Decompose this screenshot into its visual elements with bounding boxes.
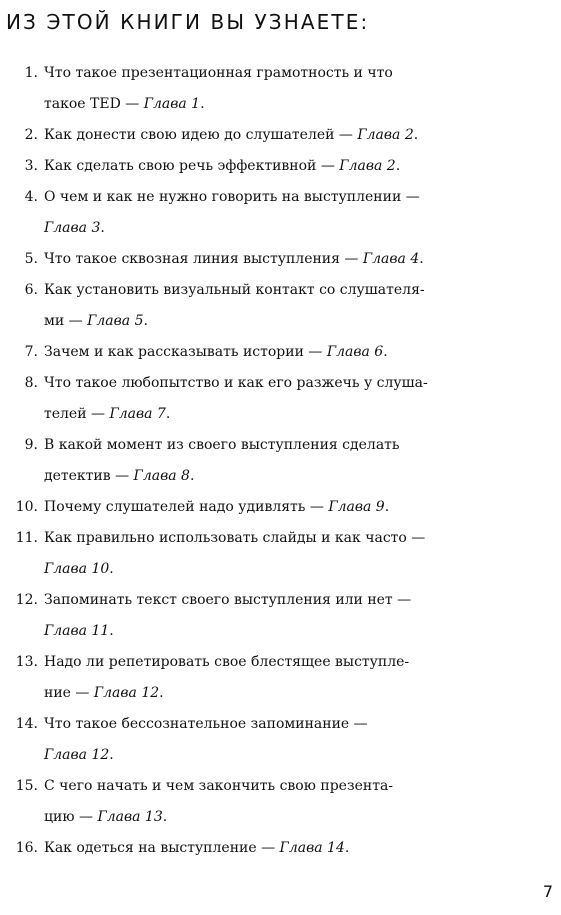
item-text: Зачем и как рассказывать истории — — [44, 344, 327, 360]
item-end-punctuation: . — [200, 96, 205, 112]
item-number: 3. — [24, 158, 38, 174]
item-end-punctuation: . — [384, 499, 390, 515]
item-text: Как сделать свою речь эффективной — — [44, 158, 340, 174]
chapter-reference: Глава 11 — [44, 623, 110, 639]
item-text: Как донести свою идею до слушателей — — [44, 127, 358, 143]
contents-item-line — [0, 399, 561, 430]
item-number: 7. — [24, 344, 38, 360]
item-text: В какой момент из своего выступления сделать — [44, 437, 400, 453]
item-text: Как правильно использовать слайды и как часто — — [44, 530, 426, 546]
contents-item-line — [0, 554, 561, 585]
contents-item — [0, 120, 561, 151]
contents-item-line — [0, 337, 561, 368]
contents-item — [0, 368, 561, 430]
item-number: 10. — [15, 499, 38, 515]
contents-item — [0, 647, 561, 709]
item-end-punctuation: . — [413, 127, 419, 143]
item-number: 9. — [24, 437, 38, 453]
item-number: 6. — [24, 282, 38, 298]
page-heading: ИЗ ЭТОЙ КНИГИ ВЫ УЗНАЕТЕ: — [6, 10, 370, 34]
item-end-punctuation: . — [383, 344, 388, 360]
item-number: 1. — [24, 65, 38, 81]
item-number: 12. — [15, 592, 38, 608]
item-text: телей — — [44, 406, 110, 422]
item-number: 8. — [24, 375, 38, 391]
contents-item-line — [0, 771, 561, 802]
item-text: ние — — [44, 685, 94, 701]
contents-item-line — [0, 833, 561, 864]
item-end-punctuation: . — [165, 406, 171, 422]
item-text: Как установить визуальный контакт со слушателя- — [44, 282, 425, 298]
item-end-punctuation: . — [189, 468, 195, 484]
item-text: цию — — [44, 809, 98, 825]
contents-item-line — [0, 461, 561, 492]
item-text: детектив — — [44, 468, 134, 484]
chapter-reference: Глава 10 — [44, 561, 110, 577]
contents-item — [0, 833, 561, 864]
contents-list — [0, 58, 561, 864]
chapter-reference: Глава 2 — [339, 158, 396, 174]
chapter-reference: Глава 1 — [143, 96, 201, 112]
item-text: Что такое презентационная грамотность и что — [44, 65, 393, 81]
item-number: 2. — [24, 127, 38, 143]
contents-item — [0, 337, 561, 368]
contents-item-line — [0, 647, 561, 678]
item-text: О чем и как не нужно говорить на выступлении — — [44, 189, 420, 205]
item-text: такое TED — — [44, 96, 144, 112]
contents-item — [0, 430, 561, 492]
item-end-punctuation: . — [395, 158, 401, 174]
chapter-reference: Глава 12 — [44, 747, 110, 763]
contents-item-line — [0, 616, 561, 647]
chapter-reference: Глава 5 — [87, 313, 144, 329]
item-end-punctuation: . — [109, 747, 114, 763]
contents-item — [0, 244, 561, 275]
contents-item-line — [0, 89, 561, 120]
item-text: Надо ли репетировать свое блестящее выступле- — [44, 654, 410, 670]
item-end-punctuation: . — [344, 840, 350, 856]
contents-item — [0, 492, 561, 523]
item-text: Что такое бессознательное запоминание — — [44, 716, 368, 732]
contents-item-line — [0, 709, 561, 740]
item-text: С чего начать и чем закончить свою презента- — [44, 778, 394, 794]
item-text: Что такое сквозная линия выступления — — [44, 251, 363, 267]
item-end-punctuation: . — [162, 809, 168, 825]
contents-item-line — [0, 430, 561, 461]
chapter-reference: Глава 9 — [328, 499, 385, 515]
chapter-reference: Глава 6 — [326, 344, 384, 360]
contents-item-line — [0, 306, 561, 337]
contents-item-line — [0, 151, 561, 182]
item-number: 13. — [15, 654, 38, 670]
item-number: 11. — [15, 530, 38, 546]
item-number: 14. — [15, 716, 38, 732]
item-end-punctuation: . — [100, 220, 105, 236]
contents-item-line — [0, 275, 561, 306]
item-end-punctuation: . — [109, 561, 114, 577]
contents-item-line — [0, 58, 561, 89]
contents-item-line — [0, 802, 561, 833]
chapter-reference: Глава 12 — [93, 685, 160, 701]
contents-item — [0, 585, 561, 647]
contents-item-line — [0, 182, 561, 213]
item-end-punctuation: . — [109, 623, 114, 639]
contents-item — [0, 58, 561, 120]
item-end-punctuation: . — [159, 685, 164, 701]
contents-item-line — [0, 368, 561, 399]
chapter-reference: Глава 7 — [109, 406, 166, 422]
contents-item-line — [0, 120, 561, 151]
item-end-punctuation: . — [143, 313, 148, 329]
contents-item — [0, 771, 561, 833]
chapter-reference: Глава 3 — [44, 220, 101, 236]
contents-item — [0, 523, 561, 585]
chapter-reference: Глава 13 — [97, 809, 163, 825]
contents-item-line — [0, 213, 561, 244]
page-number: 7 — [542, 882, 553, 901]
item-text: Запоминать текст своего выступления или нет — — [44, 592, 412, 608]
contents-item-line — [0, 492, 561, 523]
item-text: ми — — [44, 313, 88, 329]
contents-item-line — [0, 244, 561, 275]
contents-item-line — [0, 585, 561, 616]
contents-item — [0, 182, 561, 244]
item-number: 16. — [15, 840, 38, 856]
item-number: 5. — [24, 251, 38, 267]
contents-item — [0, 275, 561, 337]
item-end-punctuation: . — [419, 251, 424, 267]
contents-item — [0, 709, 561, 771]
contents-item-line — [0, 740, 561, 771]
chapter-reference: Глава 14 — [279, 840, 345, 856]
chapter-reference: Глава 2 — [357, 127, 414, 143]
item-text: Как одеться на выступление — — [44, 840, 280, 856]
item-number: 4. — [24, 189, 38, 205]
chapter-reference: Глава 4 — [362, 251, 420, 267]
item-text: Что такое любопытство и как его разжечь у слуша- — [44, 375, 428, 391]
item-text: Почему слушателей надо удивлять — — [44, 499, 329, 515]
contents-item — [0, 151, 561, 182]
contents-item-line — [0, 523, 561, 554]
contents-item-line — [0, 678, 561, 709]
chapter-reference: Глава 8 — [133, 468, 190, 484]
item-number: 15. — [15, 778, 38, 794]
